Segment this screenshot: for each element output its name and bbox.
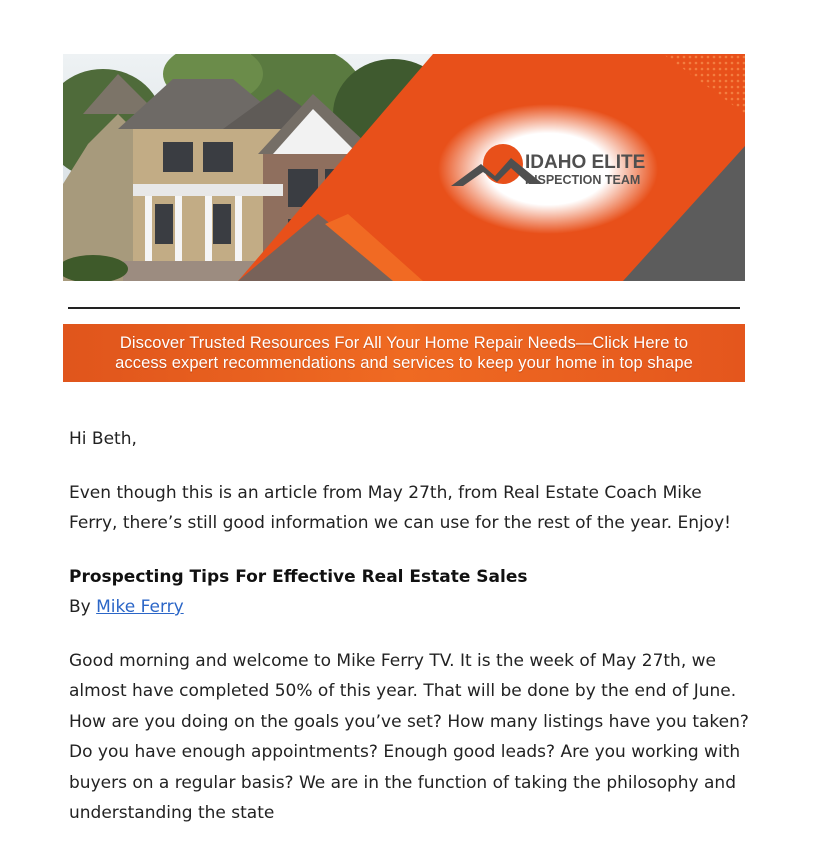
article-title: Prospecting Tips For Effective Real Estate Sales	[69, 566, 528, 587]
email-content	[69, 424, 749, 829]
header-divider	[68, 307, 740, 309]
intro-paragraph: Even though this is an article from May 27th, from Real Estate Coach Mike Ferry, there’s still good information we can use for the rest of the year. Enjoy!	[69, 482, 731, 533]
logo-line1: IDAHO ELITE	[525, 152, 646, 173]
author-link[interactable]: Mike Ferry	[96, 597, 184, 617]
banner-graphic	[63, 54, 745, 281]
article-body: Good morning and welcome to Mike Ferry TV. It is the week of May 27th, we almost have completed 50% of this year. That will be done by the end of June. How are you doing on the goals you’ve set? How many listings have you taken? Do you have enough appointments? Enough good leads? Are you working with buyers on a regular basis? We are in the function of taking the philosophy and understanding the state	[69, 650, 749, 823]
byline-prefix: By	[69, 597, 91, 617]
cta-line1: Discover Trusted Resources For All Your Home Repair Needs—Click Here to	[119, 334, 689, 352]
byline	[69, 592, 749, 623]
header-banner[interactable]	[63, 54, 745, 281]
logo-line2: INSPECTION TEAM	[525, 173, 641, 187]
resources-cta-banner[interactable]	[63, 324, 745, 382]
greeting: Hi Beth,	[69, 429, 137, 449]
cta-line2: access expert recommendations and services to keep your home in top shape	[115, 354, 693, 372]
